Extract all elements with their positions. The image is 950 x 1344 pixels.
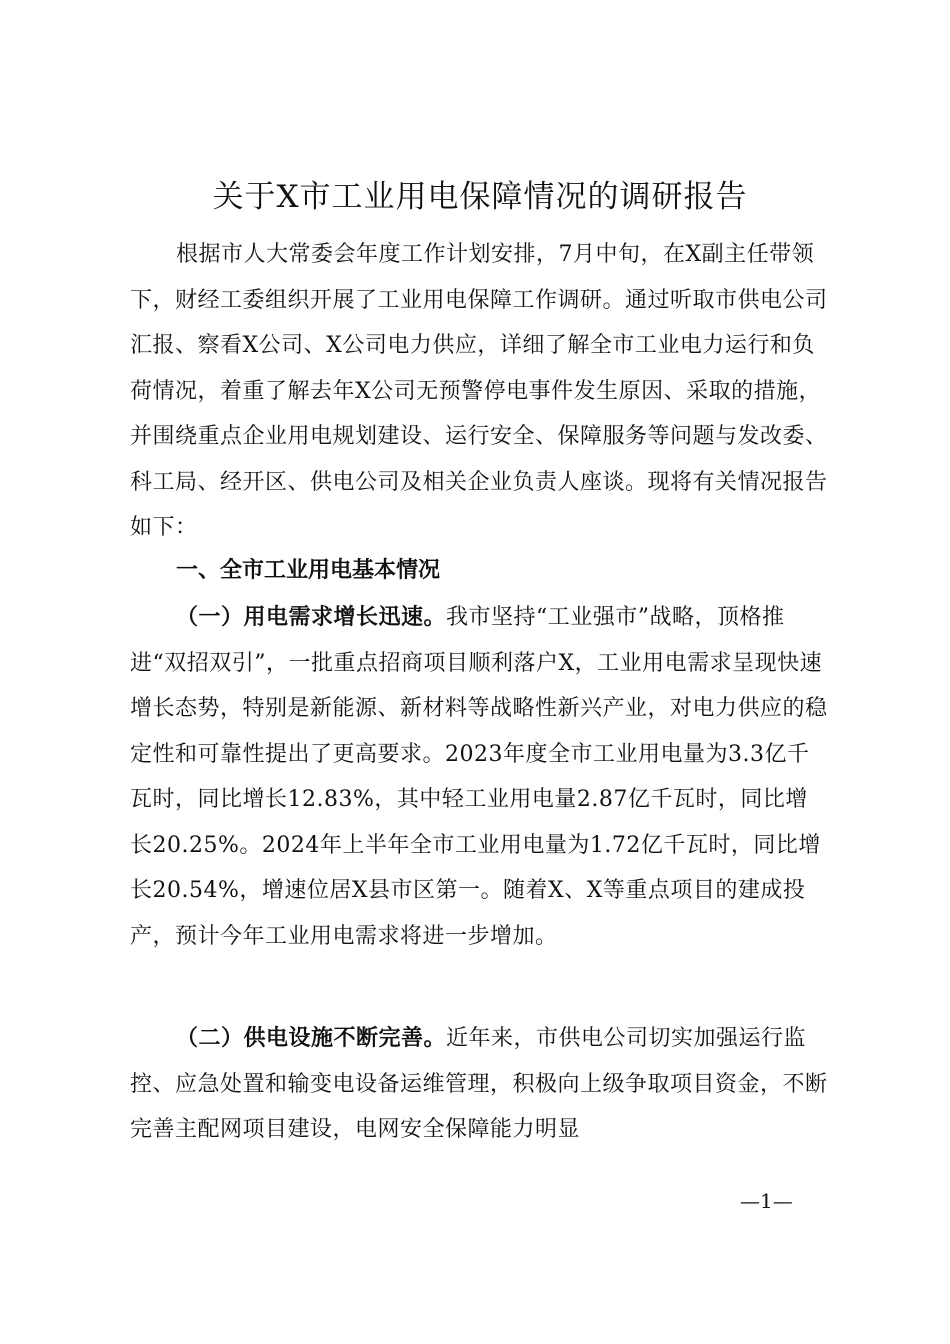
document-title: 关于X市工业用电保障情况的调研报告 bbox=[212, 179, 748, 215]
intro-paragraph: 根据市人大常委会年度工作计划安排，7月中旬，在X副主任带领下，财经工委组织开展了工业用电保障工作调研。通过听取市供电公司汇报、察看X公司、X公司电力供应，详细了解全市工业电力运行和负荷情况，着重了解去年X公司无预警停电事件发生原因、采取的措施，并围绕重点企业用电规划建设、运行安全、保障服务等问题与发改委、科工局、经开区、供电公司及相关企业负责人座谈。现将有关情况报告如下： bbox=[130, 242, 828, 540]
paragraph-body: 我市坚持“工业强市”战略，顶格推进“双招双引”，一批重点招商项目顺利落户X，工业用电需求呈现快速增长态势，特别是新能源、新材料等战略性新兴产业，对电力供应的稳定性和可靠性提出了更高要求。2023年度全市工业用电量为3.3亿千瓦时，同比增长12.83%，其中轻工业用电量2.87亿千瓦时，同比增长20.25%。2024年上半年全市工业用电量为1.72亿千瓦时，同比增长20.54%，增速位居X县市区第一。随着X、X等重点项目的建成投产，预计今年工业用电需求将进一步增加。 bbox=[130, 605, 828, 949]
paragraph-body: 近年来，市供电公司切实加强运行监控、应急处置和输变电设备运维管理，积极向上级争取项目资金，不断完善主配网项目建设，电网安全保障能力明显 bbox=[130, 1026, 828, 1142]
paragraph-lead: （一）用电需求增长迅速。 bbox=[176, 605, 447, 630]
paragraph-supply-facilities bbox=[130, 1016, 830, 1153]
paragraph-demand-growth bbox=[130, 595, 830, 959]
paragraph-lead: （二）供电设施不断完善。 bbox=[176, 1026, 447, 1051]
page-number: —1— bbox=[740, 1189, 793, 1213]
section-heading: 一、全市工业用电基本情况 bbox=[176, 558, 441, 583]
